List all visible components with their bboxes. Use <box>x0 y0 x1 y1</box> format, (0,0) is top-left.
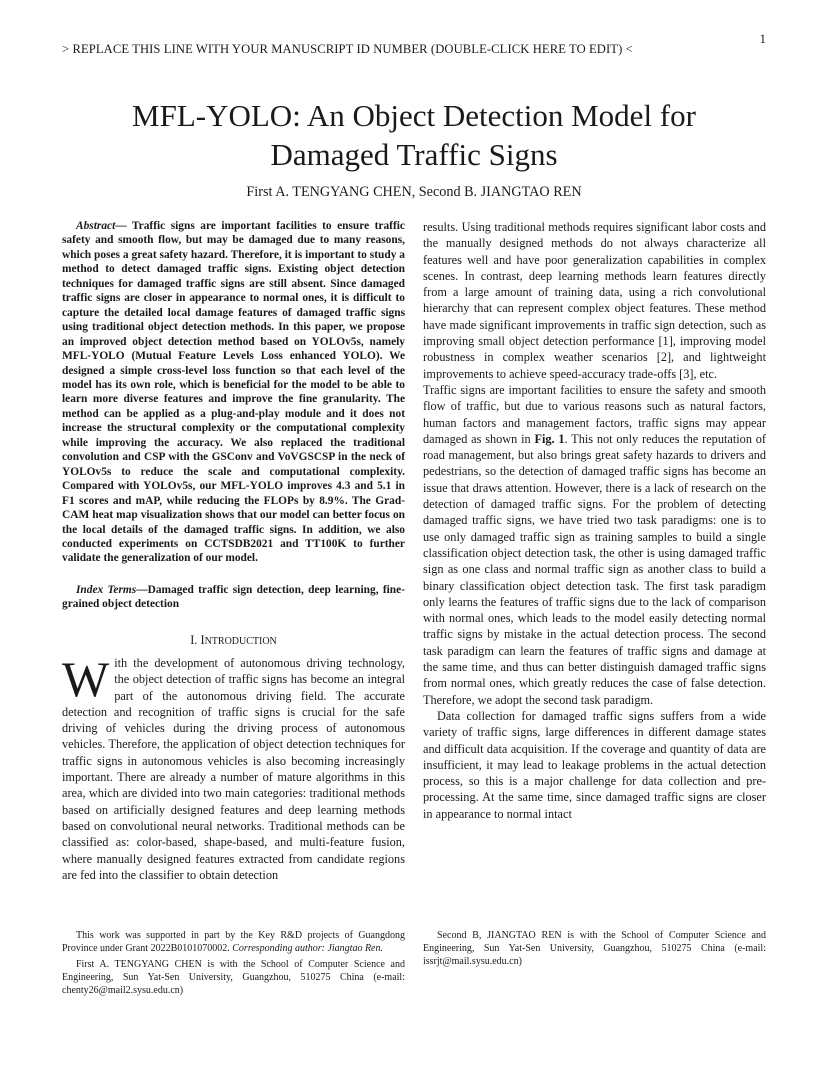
abstract <box>62 219 405 566</box>
paper-title <box>0 96 828 174</box>
index-terms-lead: Index Terms <box>76 583 137 596</box>
footnotes-right <box>423 930 766 972</box>
index-terms <box>62 583 405 612</box>
right-column <box>423 219 766 822</box>
left-column <box>62 219 405 883</box>
title-line-2: Damaged Traffic Signs <box>270 137 558 172</box>
abstract-lead: Abstract <box>76 220 116 232</box>
section-heading-introduction: I. INTRODUCTION <box>190 632 277 647</box>
author-2-affiliation: Second B, JIANGTAO REN is with the School of Computer Science and Engineering, Sun Yat-Sen University, Guangzhou, 510275 China (e-mail: issrjt@mail.sysu.edu.cn) <box>423 930 766 967</box>
intro-paragraph <box>62 650 405 883</box>
body-paragraph-3: Data collection for damaged traffic signs suffers from a wide variety of traffic signs, large differences in different damage states and difficult data acquisition. If the coverage and quantity of data are insufficient, it may lead to leakage problems in the actual detection process, so this is a major challenge for data collection and pre-processing. At the same time, since damaged traffic signs are closer in appearance to normal intact <box>423 708 766 821</box>
funding-footnote: This work was supported in part by the Key R&D projects of Guangdong Province under Grant 2022B0101070002. Corresponding author: Jiangtao Ren. <box>62 930 405 954</box>
body-paragraph-2: Traffic signs are important facilities to ensure the safety and smooth flow of traffic, but due to various reasons such as natural factors, human factors and management factors, traffic signs may appear damaged as shown in Fig. 1. This not only reduces the reputation of road management, but also brings great safety hazards to drivers and pedestrians, so the detection of damaged traffic signs has become an issue that draws attention. However, there is a lack of research on the detection of damaged traffic signs. For the problem of detecting damaged traffic signs, we have tried two task paradigms: one is to use only damaged traffic sign as training samples to build a single classification object detection task, the other is using damaged traffic sign as one class and normal traffic sign as another class to build a binary classification object detection task. The first task paradigm only learns the features of traffic signs due to the lack of comparison with normal ones, which leads to the model easily detecting normal traffic signs by mistake in the actual detection process. The second task paradigm can learn the features of traffic signs and damage at the same time, and thus can better distinguish damaged traffic signs from normal ones, which greatly reduces the case of false detection. Therefore, we adopt the second task paradigm. <box>423 382 767 707</box>
body-paragraph-1: results. Using traditional methods requires significant labor costs and the manually designed methods do not always characterize all features well and have poor generalization capabilities in complex scenes. In contrast, deep learning methods learn features directly from a large amount of training data, using a rich convolutional hierarchy that can represent complex object features. These method have made significant improvements in traffic sign detection, such as improving small object detection performance [1], improving model robustness in complex weather scenarios [2], and lightweight improvements to achieve speed-accuracy trade-offs [3], etc. <box>423 220 766 381</box>
intro-text: ith the development of autonomous driving technology, the object detection of traffic signs has become an integral part of the autonomous driving field. The accurate detection and recognition of traffic signs is crucial for the safe driving of vehicles during the driving process of autonomous vehicles. Therefore, the application of object detection techniques for traffic signs in autonomous vehicles is also becoming increasingly important. There are already a number of mature algorithms in this area, which are divided into two main categories: traditional methods based on artificially designed features and deep learning methods based on convolutional neural networks. Traditional methods can be classified as: color-based, shape-based, and multi-feature fusion, where manually designed features extracted from candidate regions are fed into the classifier to obtain detection <box>62 655 405 882</box>
figure-reference: Fig. 1 <box>534 431 565 446</box>
author-line: First A. TENGYANG CHEN, Second B. JIANGTAO REN <box>246 184 582 200</box>
index-terms-text: —Damaged traffic sign detection, deep learning, fine-grained object detection <box>62 583 405 611</box>
title-line-1: MFL-YOLO: An Object Detection Model for <box>132 98 696 133</box>
page-number: 1 <box>759 31 766 46</box>
abstract-text: — Traffic signs are important facilities to ensure traffic safety and smooth flow, but may be damaged due to many reasons, which poses a great safety hazard. Therefore, it is important to study a method to detect damaged traffic signs. Existing object detection techniques for damaged traffic signs are still absent. Since damaged traffic signs are closer in appearance to normal ones, it is difficult to capture the detailed local damage features of damaged traffic signs using traditional object detection methods. In this paper, we propose an improved object detection method based on YOLOv5s, namely MFL-YOLO (Mutual Feature Levels Loss enhanced YOLO). We designed a simple cross-level loss function so that each level of the model has its own role, which is beneficial for the model to be able to learn more diverse features and improve the fine granularity. The method can be applied as a plug-and-play module and it does not increase the structural complexity or the computational complexity while improving the accuracy. We also replaced the traditional convolution and CSP with the GSConv and VoVGSCSP in the neck of YOLOv5s to reduce the scale and computational complexity. Compared with YOLOv5s, our MFL-YOLO improves 4.3 and 5.1 in F1 scores and mAP, while reducing the FLOPs by 8.9%. The Grad-CAM heat map visualization shows that our model can better focus on the local details of the damaged traffic signs. In addition, we also conducted experiments on CCTSDB2021 and TT100K to further validate the generalization of our model. <box>62 220 405 565</box>
footnotes-left <box>62 930 405 1001</box>
author-1-affiliation: First A. TENGYANG CHEN is with the School of Computer Science and Engineering, Sun Yat-Sen University, Guangzhou, 510275 China (e-mail: chenty26@mail2.sysu.edu.cn) <box>62 958 405 996</box>
manuscript-id-header: > REPLACE THIS LINE WITH YOUR MANUSCRIPT ID NUMBER (DOUBLE-CLICK HERE TO EDIT) < <box>62 42 633 56</box>
drop-cap: W <box>62 650 110 707</box>
